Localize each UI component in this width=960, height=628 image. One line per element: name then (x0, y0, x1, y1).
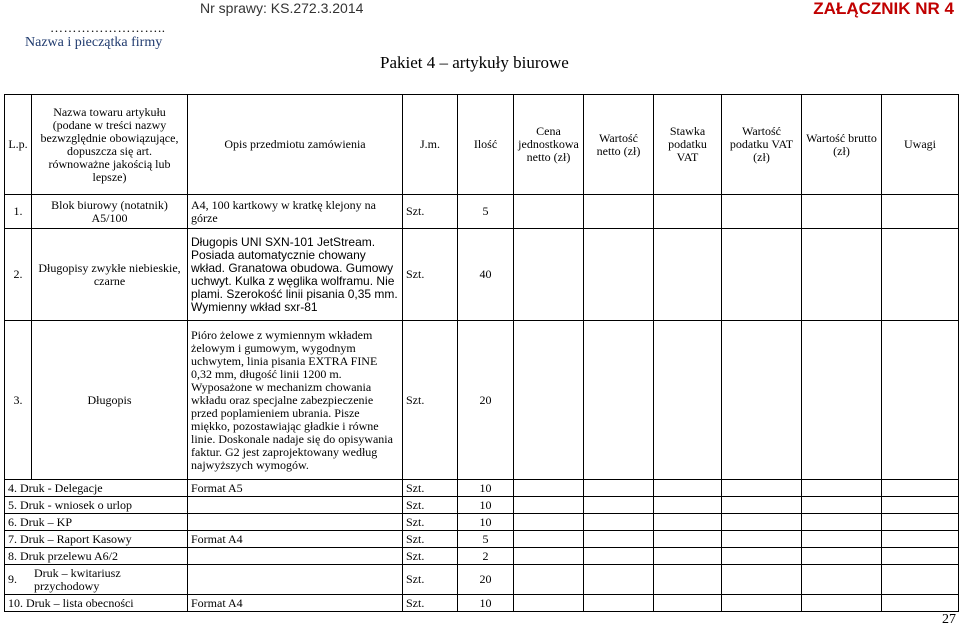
print-row (5, 531, 959, 548)
order-table (4, 94, 959, 612)
empty-cell (584, 480, 654, 497)
empty-cell (654, 548, 722, 565)
print-jm: Szt. (403, 565, 458, 595)
page-number: 27 (942, 612, 956, 627)
empty-cell (802, 480, 882, 497)
print-qty: 10 (458, 514, 514, 531)
print-jm: Szt. (403, 531, 458, 548)
empty-cell (584, 514, 654, 531)
empty-cell (882, 195, 959, 229)
empty-cell (802, 595, 882, 612)
empty-cell (722, 195, 802, 229)
col-name: Nazwa towaru artykułu (podane w treści nazwy bezwzględnie obowiązujące, dopuszcza się art. równoważne jakością lub lepsze) (32, 95, 188, 195)
empty-cell (654, 321, 722, 480)
empty-cell (654, 497, 722, 514)
row-lp: 1. (5, 195, 32, 229)
row-jm: Szt. (403, 321, 458, 480)
empty-cell (882, 548, 959, 565)
print-format (188, 514, 403, 531)
empty-cell (882, 480, 959, 497)
empty-cell (722, 229, 802, 321)
print-item (5, 565, 188, 595)
print-qty: 10 (458, 595, 514, 612)
package-title: Pakiet 4 – artykuły biurowe (380, 53, 569, 72)
empty-cell (654, 514, 722, 531)
print-jm: Szt. (403, 548, 458, 565)
empty-cell (584, 497, 654, 514)
empty-cell (514, 229, 584, 321)
print-format (188, 565, 403, 595)
empty-cell (584, 595, 654, 612)
empty-cell (802, 229, 882, 321)
print-qty: 2 (458, 548, 514, 565)
row-lp: 3. (5, 321, 32, 480)
col-notes: Uwagi (882, 95, 959, 195)
empty-cell (722, 565, 802, 595)
row-lp: 2. (5, 229, 32, 321)
empty-cell (584, 195, 654, 229)
col-vat-value: Wartość podatku VAT (zł) (722, 95, 802, 195)
empty-cell (802, 497, 882, 514)
empty-cell (802, 531, 882, 548)
print-format: Format A4 (188, 531, 403, 548)
print-row (5, 497, 959, 514)
case-number: Nr sprawy: KS.272.3.2014 (200, 0, 364, 16)
row-name: Blok biurowy (notatnik) A5/100 (32, 195, 188, 229)
empty-cell (654, 595, 722, 612)
empty-cell (514, 514, 584, 531)
empty-cell (514, 531, 584, 548)
print-qty: 5 (458, 531, 514, 548)
empty-cell (722, 531, 802, 548)
empty-cell (514, 321, 584, 480)
empty-cell (802, 321, 882, 480)
print-item: 7. Druk – Raport Kasowy (5, 531, 188, 548)
table-row (5, 321, 959, 480)
print-row (5, 595, 959, 612)
empty-cell (514, 548, 584, 565)
print-jm: Szt. (403, 595, 458, 612)
print-row (5, 514, 959, 531)
col-qty: Ilość (458, 95, 514, 195)
print-item: 8. Druk przelewu A6/2 (5, 548, 188, 565)
empty-cell (722, 480, 802, 497)
empty-cell (882, 595, 959, 612)
attachment-label: ZAŁĄCZNIK NR 4 (813, 0, 954, 18)
empty-cell (654, 195, 722, 229)
col-jm: J.m. (403, 95, 458, 195)
row-jm: Szt. (403, 229, 458, 321)
empty-cell (514, 195, 584, 229)
empty-cell (584, 531, 654, 548)
empty-cell (882, 497, 959, 514)
col-unit-price: Cena jednostkowa netto (zł) (514, 95, 584, 195)
row-name: Długopisy zwykłe niebieskie, czarne (32, 229, 188, 321)
print-item: 6. Druk – KP (5, 514, 188, 531)
table-row (5, 229, 959, 321)
empty-cell (882, 565, 959, 595)
header-row (5, 95, 959, 195)
print-jm: Szt. (403, 480, 458, 497)
row-desc: Długopis UNI SXN-101 JetStream. Posiada automatycznie chowany wkład. Granatowa obudowa. Gumowy uchwyt. Kulka z węglika wolframu. Nie plami. Szerokość linii pisania 0,35 mm. Wymienny wkład sxr-81 (188, 229, 403, 321)
empty-cell (514, 595, 584, 612)
print-qty: 20 (458, 565, 514, 595)
row-qty: 40 (458, 229, 514, 321)
print-row (5, 548, 959, 565)
empty-cell (654, 565, 722, 595)
empty-cell (654, 480, 722, 497)
empty-cell (514, 480, 584, 497)
empty-cell (584, 229, 654, 321)
print-row (5, 565, 959, 595)
empty-cell (802, 548, 882, 565)
row-qty: 5 (458, 195, 514, 229)
empty-cell (584, 565, 654, 595)
empty-cell (722, 497, 802, 514)
print-format (188, 497, 403, 514)
empty-cell (882, 321, 959, 480)
print-format (188, 548, 403, 565)
empty-cell (514, 497, 584, 514)
print-qty: 10 (458, 497, 514, 514)
col-vat-rate: Stawka podatku VAT (654, 95, 722, 195)
empty-cell (722, 595, 802, 612)
empty-cell (654, 531, 722, 548)
print-item-number: 9. (8, 572, 17, 586)
col-desc: Opis przedmiotu zamówienia (188, 95, 403, 195)
company-caption: Nazwa i pieczątka firmy (25, 35, 163, 50)
print-item: 4. Druk - Delegacje (5, 480, 188, 497)
signature-dots: …………………….. (50, 20, 166, 35)
print-jm: Szt. (403, 514, 458, 531)
col-gross: Wartość brutto (zł) (802, 95, 882, 195)
empty-cell (654, 229, 722, 321)
row-jm: Szt. (403, 195, 458, 229)
empty-cell (584, 321, 654, 480)
empty-cell (802, 195, 882, 229)
empty-cell (584, 548, 654, 565)
col-net: Wartość netto (zł) (584, 95, 654, 195)
print-item: 5. Druk - wniosek o urlop (5, 497, 188, 514)
row-desc: Pióro żelowe z wymiennym wkładem żelowym i gumowym, wygodnym uchwytem, linia pisania EXTRA FINE 0,32 mm, długość linii 1200 m. Wyposażone w mechanizm chowania wkładu oraz specjalne zabezpieczenie przed poplamieniem ubrania. Pisze miękko, pozostawiając gładkie i równe linie. Doskonale nadaje się do opisywania faktur. G2 jest zaprojektowany według najwyższych wymogów. (188, 321, 403, 480)
empty-cell (882, 514, 959, 531)
print-jm: Szt. (403, 497, 458, 514)
row-name: Długopis (32, 321, 188, 480)
print-format: Format A4 (188, 595, 403, 612)
empty-cell (802, 565, 882, 595)
print-row (5, 480, 959, 497)
empty-cell (882, 229, 959, 321)
col-lp: L.p. (5, 95, 32, 195)
print-qty: 10 (458, 480, 514, 497)
row-desc: A4, 100 kartkowy w kratkę klejony na górze (188, 195, 403, 229)
print-item: 10. Druk – lista obecności (5, 595, 188, 612)
print-item-label: Druk – kwitariusz przychodowy (34, 565, 121, 593)
empty-cell (722, 321, 802, 480)
empty-cell (722, 548, 802, 565)
empty-cell (514, 565, 584, 595)
empty-cell (882, 531, 959, 548)
table-row (5, 195, 959, 229)
empty-cell (722, 514, 802, 531)
print-format: Format A5 (188, 480, 403, 497)
row-qty: 20 (458, 321, 514, 480)
empty-cell (802, 514, 882, 531)
